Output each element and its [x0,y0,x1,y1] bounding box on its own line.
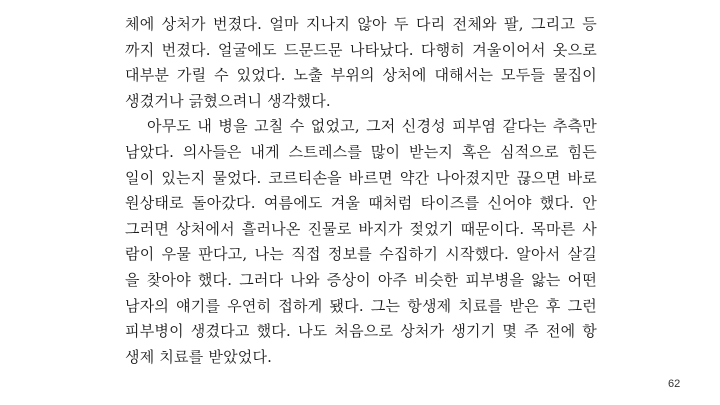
text-line: 생겼거나 긁혔으려니 생각했다. [125,91,331,110]
text-line: 일이 있는지 물었다. 코르티손을 바르면 약간 나아졌지만 끊으면 바로 [125,168,597,187]
text-line: 원상태로 돌아갔다. 여름에도 겨울 때처럼 타이즈를 신어야 했다. 안 [125,194,597,213]
text-line: 아무도 내 병을 고칠 수 없었고, 그저 신경성 피부염 같다는 추측만 [147,117,597,136]
text-line: 그러면 상처에서 흘러나온 진물로 바지가 젖었기 때문이다. 목마른 사 [125,219,597,238]
text-line: 체에 상처가 번졌다. 얼마 지나지 않아 두 다리 전체와 팔, 그리고 등 [125,15,597,33]
text-line: 생제 치료를 받았었다. [125,347,273,366]
text-line: 피부병이 생겼다고 했다. 나도 처음으로 상처가 생기기 몇 주 전에 항 [125,322,598,341]
text-line: 을 찾아야 했다. 그러다 나와 증상이 아주 비슷한 피부병을 앓는 어떤 [125,270,597,289]
text-line: 남자의 얘기를 우연히 접하게 됐다. 그는 항생제 치료를 받은 후 그런 [125,296,597,315]
page-number: 62 [668,378,681,390]
text-line: 까지 번졌다. 얼굴에도 드문드문 나타났다. 다행히 겨울이어서 옷으로 [125,40,597,59]
text-line: 남았다. 의사들은 내게 스트레스를 많이 받는지 혹은 심적으로 힘든 [125,142,597,161]
text-line: 람이 우물 판다고, 나는 직접 정보를 수집하기 시작했다. 알아서 살길 [125,245,597,264]
text-line: 대부분 가릴 수 있었다. 노출 부위의 상처에 대해서는 모두들 물집이 [125,66,597,85]
body-text [125,12,597,370]
